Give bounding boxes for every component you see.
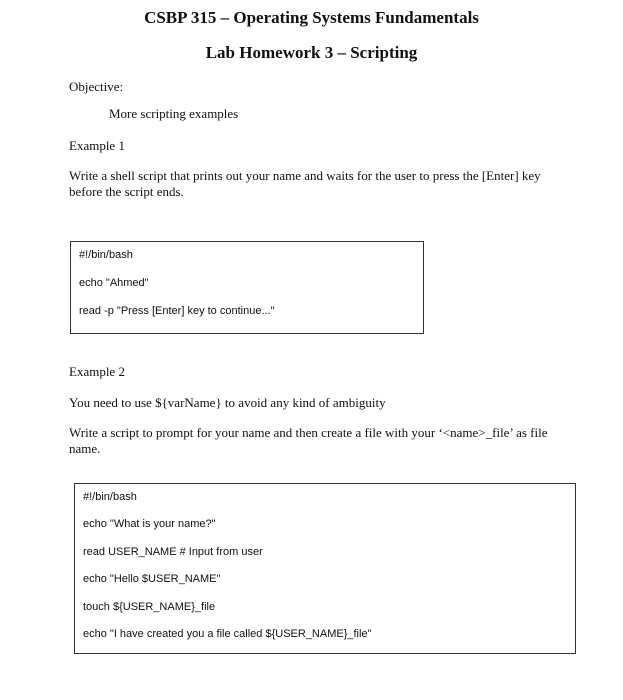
example2-code-line: touch ${USER_NAME}_file bbox=[83, 601, 216, 613]
document-title: CSBP 315 – Operating Systems Fundamentals bbox=[144, 8, 479, 27]
example2-heading: Example 2 bbox=[69, 364, 125, 379]
example1-code-line: read -p "Press [Enter] key to continue..." bbox=[79, 305, 275, 317]
example1-description: Write a shell script that prints out your name and waits for the user to press the [Enter] key before the script ends. bbox=[69, 168, 541, 199]
example2-code-block bbox=[74, 483, 576, 654]
example2-code-line: echo "I have created you a file called ${USER_NAME}_file" bbox=[83, 628, 372, 640]
example2-description: Write a script to prompt for your name and then create a file with your ‘<name>_file’ as file name. bbox=[69, 425, 548, 456]
example2-note: You need to use ${varName} to avoid any kind of ambiguity bbox=[69, 395, 386, 410]
example2-code-line: read USER_NAME # Input from user bbox=[83, 546, 263, 558]
example1-code-line: echo "Ahmed" bbox=[79, 277, 149, 289]
example2-code-line: #!/bin/bash bbox=[83, 491, 137, 503]
objective-label: Objective: bbox=[69, 79, 124, 94]
example1-code-block bbox=[70, 241, 424, 334]
document-subtitle: Lab Homework 3 – Scripting bbox=[205, 43, 418, 62]
example1-code-line: #!/bin/bash bbox=[79, 249, 133, 261]
objective-text: More scripting examples bbox=[109, 106, 239, 121]
example2-code-line: echo "Hello $USER_NAME" bbox=[83, 573, 221, 585]
example1-heading: Example 1 bbox=[69, 138, 125, 153]
example2-code-line: echo "What is your name?" bbox=[83, 518, 216, 530]
